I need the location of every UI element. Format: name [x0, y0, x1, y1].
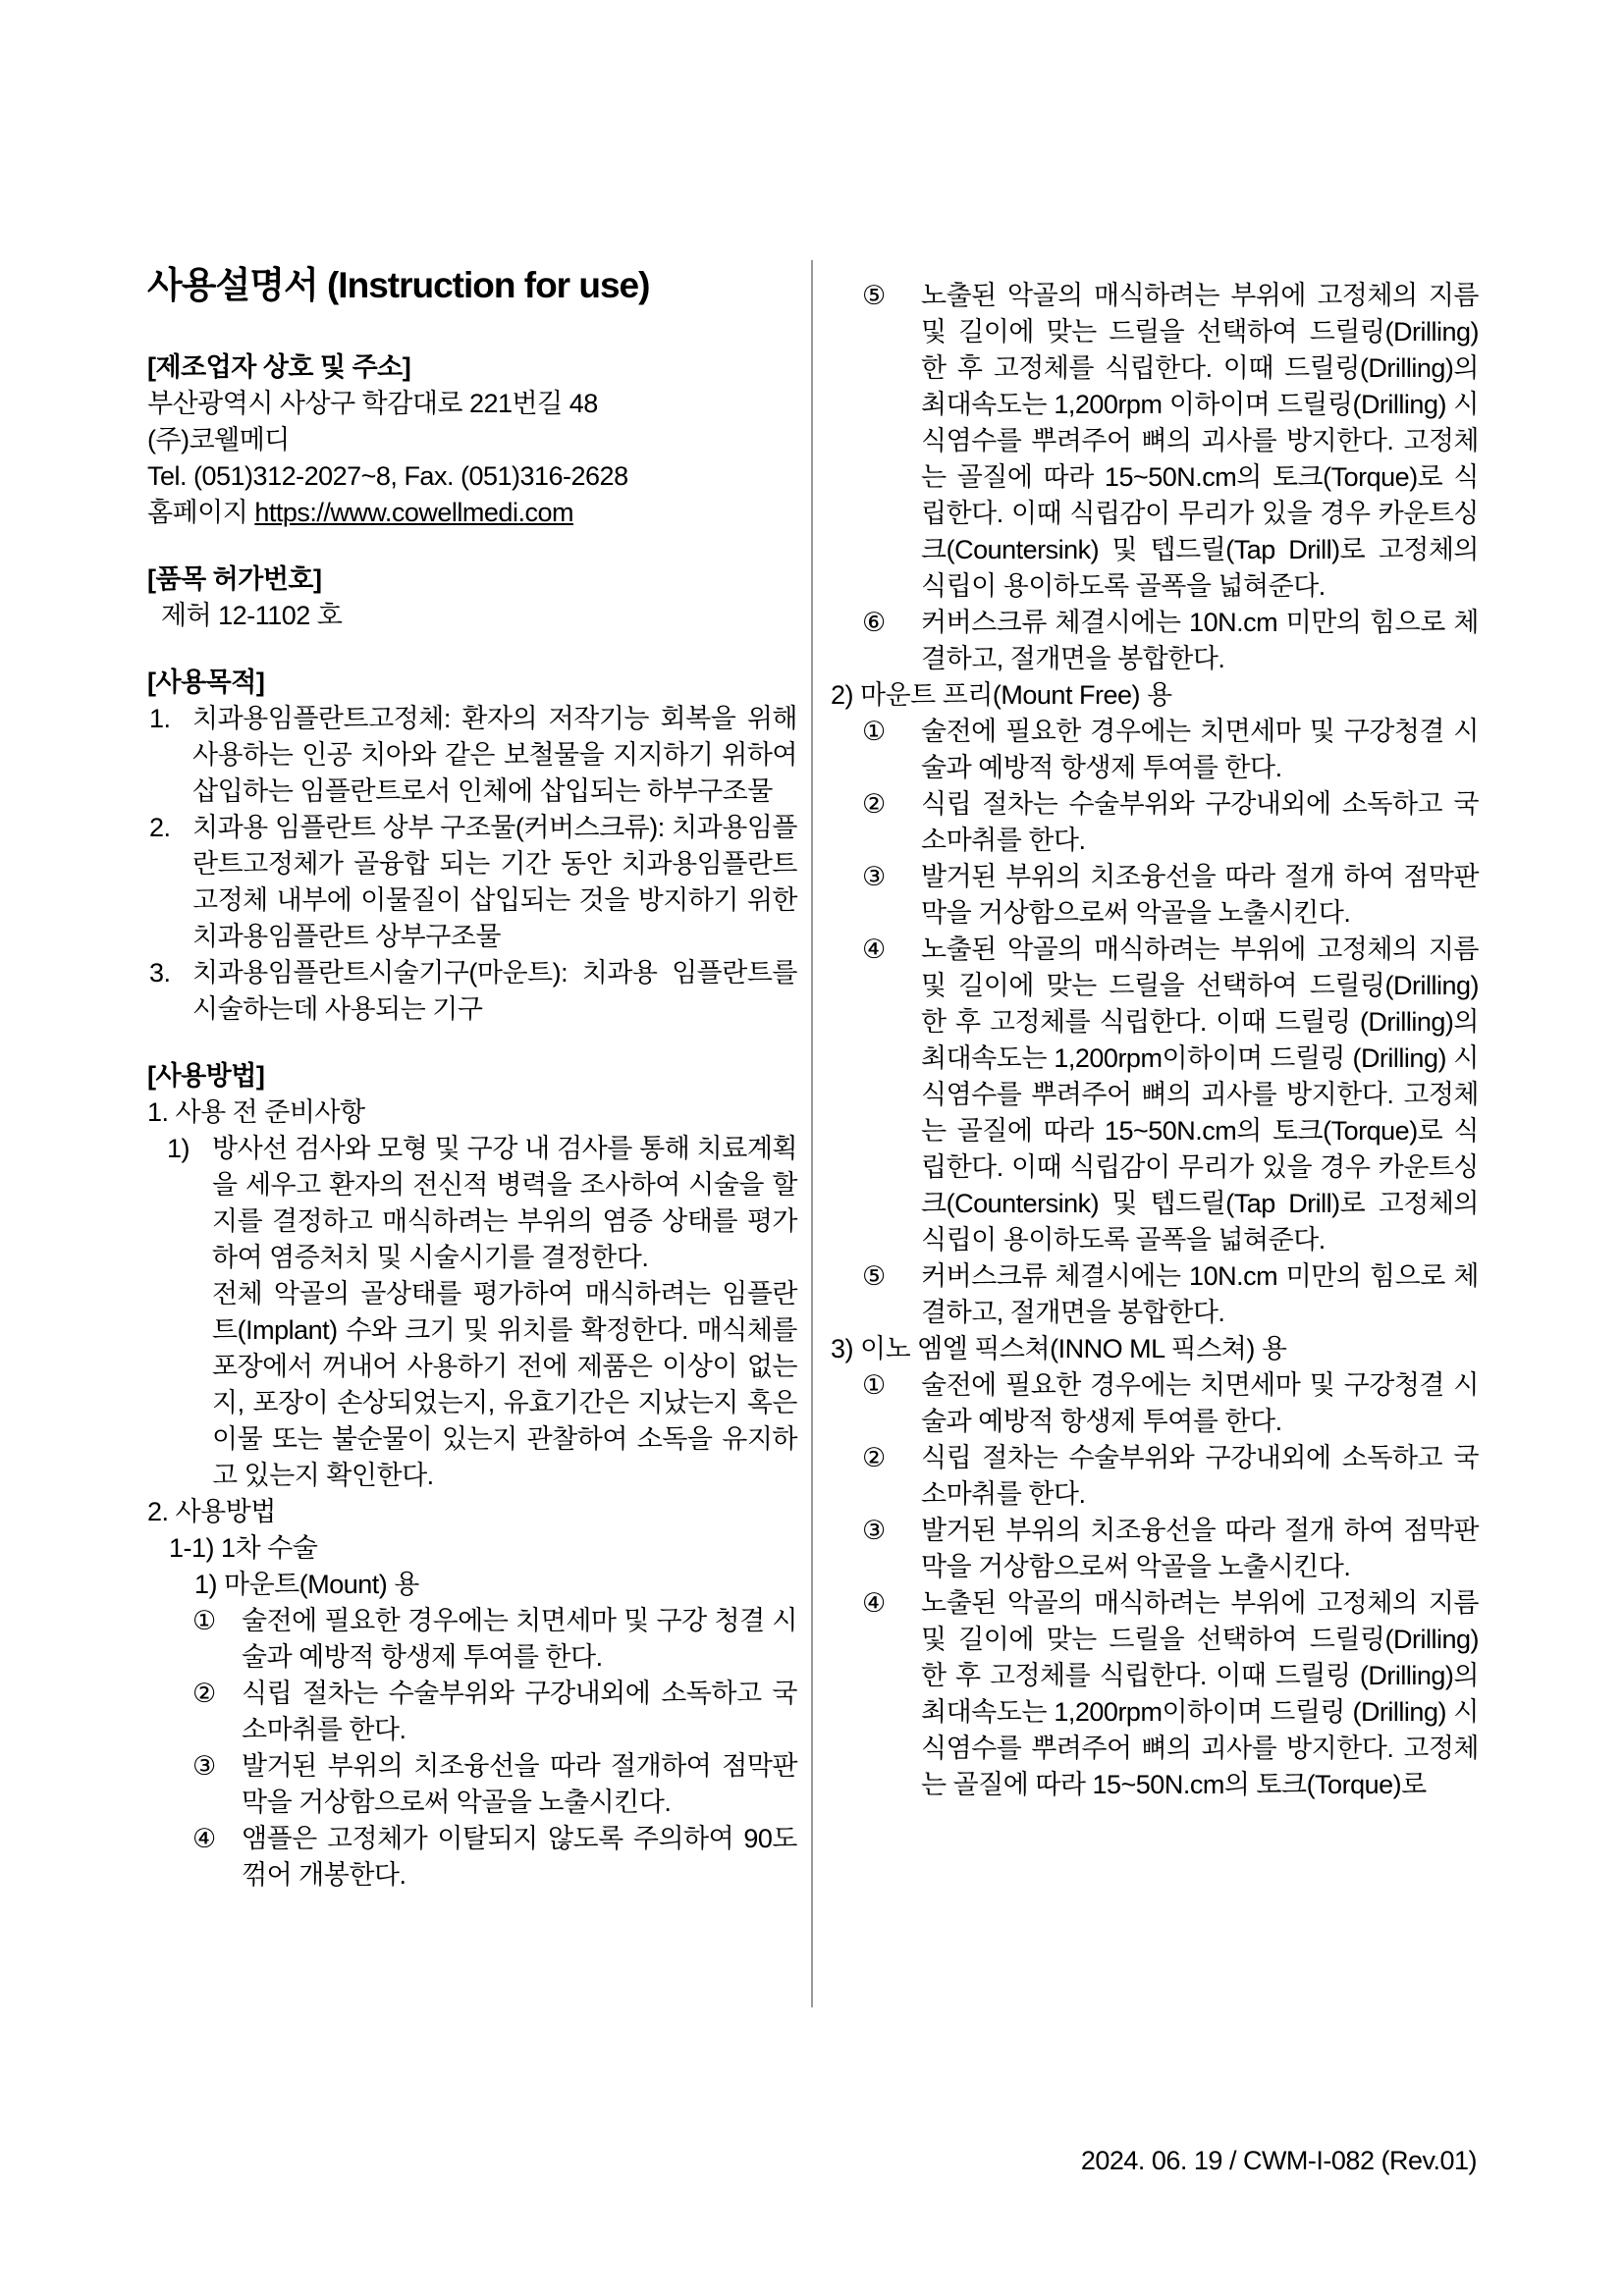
mount-free-step [831, 932, 1479, 1258]
circled-number-marker: ① [862, 1370, 886, 1400]
step-text: 노출된 악골의 매식하려는 부위에 고정체의 지름 및 길이에 맞는 드릴을 선택하여 드릴링(Drilling) 한 후 고정체를 식립한다. 이때 드릴링 (Drilling)의 최대속도는 1,200rpm이하이며 드릴링 (Drilling) 시 식염수를 뿌려주어 뼈의 괴사를 방지한다. 고정체는 골질에 따라 15~50N.cm의 토크(Torque)로 식립한다. 이때 식립감이 무리가 있을 경우 카운트싱크(Countersink) 및 텝드릴(Tap Drill)로 고정체의 식립이 용이하도록 골폭을 넓혀준다. [921, 934, 1479, 1255]
circled-number-marker: ④ [192, 1824, 216, 1853]
mount-free-step [831, 859, 1479, 932]
step-text: 노출된 악골의 매식하려는 부위에 고정체의 지름 및 길이에 맞는 드릴을 선택하여 드릴링(Drilling) 한 후 고정체를 식립한다. 이때 드릴링(Drilling)의 최대속도는 1,200rpm 이하이며 드릴링(Drilling) 시 식염수를 뿌려주어 뼈의 괴사를 방지한다. 고정체는 골질에 따라 15~50N.cm의 토크(Torque)로 식립한다. 이때 식립감이 무리가 있을 경우 카운트싱크(Countersink) 및 텝드릴(Tap Drill)로 고정체의 식립이 용이하도록 골폭을 넓혀준다. [921, 281, 1479, 601]
step-text: 식립 절차는 수술부위와 구강내외에 소독하고 국소마취를 한다. [921, 1443, 1479, 1509]
step-text: 술전에 필요한 경우에는 치면세마 및 구강 청결 시술과 예방적 항생제 투여를 한다. [242, 1606, 797, 1672]
step-text: 커버스크류 체결시에는 10N.cm 미만의 힘으로 체결하고, 절개면을 봉합한다. [921, 1261, 1479, 1327]
list-text: 방사선 검사와 모형 및 구강 내 검사를 통해 치료계획을 세우고 환자의 전신적 병력을 조사하여 시술을 할지를 결정하고 매식하려는 부위의 염증 상태를 평가하여 염증처치 및 시술시기를 결정한다. [212, 1134, 797, 1272]
homepage-link[interactable]: https://www.cowellmedi.com [254, 498, 573, 527]
mount-step-cont [831, 605, 1479, 677]
list-marker: 3. [149, 958, 171, 988]
usage-prep-item [147, 1131, 797, 1276]
circled-number-marker: ④ [862, 1588, 886, 1618]
right-column [831, 278, 1479, 1803]
list-text: 치과용임플란트시술기구(마운트): 치과용 임플란트를 시술하는데 사용되는 기구 [192, 958, 797, 1024]
list-marker: 2. [149, 813, 171, 842]
manufacturer-homepage [147, 495, 797, 531]
mount-step [147, 1748, 797, 1821]
manufacturer-telfax: Tel. (051)312-2027~8, Fax. (051)316-2628 [147, 461, 628, 491]
mount-free-step [831, 786, 1479, 859]
homepage-label: 홈페이지 [147, 498, 248, 527]
step-text: 발거된 부위의 치조융선을 따라 절개 하여 점막판막을 거상함으로써 악골을 노출시킨다. [921, 1516, 1479, 1581]
usage-method-title: 2. 사용방법 [147, 1497, 276, 1526]
usage-prep-continuation: 전체 악골의 골상태를 평가하여 매식하려는 임플란트(Implant) 수와 크기 및 위치를 확정한다. 매식체를 포장에서 꺼내어 사용하기 전에 제품은 이상이 없는지, 포장이 손상되었는지, 유효기간은 지났는지 혹은 이물 또는 불순물이 있는지 관찰하여 소독을 유지하고 있는지 확인한다. [212, 1279, 797, 1490]
mount-free-step [831, 1258, 1479, 1331]
step-text: 술전에 필요한 경우에는 치면세마 및 구강청결 시술과 예방적 항생제 투여를 한다. [921, 1370, 1479, 1436]
mount-step-cont [831, 278, 1479, 605]
step-text: 발거된 부위의 치조융선을 따라 절개 하여 점막판막을 거상함으로써 악골을 노출시킨다. [921, 862, 1479, 928]
license-heading: [품목 허가번호] [147, 564, 322, 594]
document-footer: 2024. 06. 19 / CWM-I-082 (Rev.01) [1080, 2146, 1477, 2175]
mount-step [147, 1603, 797, 1676]
purpose-heading: [사용목적] [147, 667, 265, 697]
step-text: 노출된 악골의 매식하려는 부위에 고정체의 지름 및 길이에 맞는 드릴을 선택하여 드릴링(Drilling) 한 후 고정체를 식립한다. 이때 드릴링 (Drilling)의 최대속도는 1,200rpm이하이며 드릴링 (Drilling) 시 식염수를 뿌려주어 뼈의 괴사를 방지한다. 고정체는 골질에 따라 15~50N.cm의 토크(Torque)로 [921, 1588, 1479, 1799]
page-title: 사용설명서 (Instruction for use) [147, 265, 650, 305]
circled-number-marker: ⑤ [862, 1261, 886, 1291]
inno-step [831, 1513, 1479, 1585]
step-text: 식립 절차는 수술부위와 구강내외에 소독하고 국소마취를 한다. [242, 1679, 797, 1744]
left-column [147, 263, 797, 1894]
usage-heading: [사용방법] [147, 1061, 265, 1091]
column-divider [811, 260, 813, 2007]
mount-step [147, 1821, 797, 1894]
circled-number-marker: ② [862, 1443, 886, 1472]
circled-number-marker: ① [862, 717, 886, 746]
step-text: 앰플은 고정체가 이탈되지 않도록 주의하여 90도 꺾어 개봉한다. [242, 1824, 797, 1890]
circled-number-marker: ⑥ [862, 608, 886, 637]
license-number: 제허 12-1102 호 [161, 601, 343, 630]
circled-number-marker: ④ [862, 934, 886, 964]
circled-number-marker: ② [192, 1679, 216, 1708]
list-marker: 1. [149, 704, 171, 733]
step-text: 커버스크류 체결시에는 10N.cm 미만의 힘으로 체결하고, 절개면을 봉합한다. [921, 608, 1479, 673]
circled-number-marker: ③ [192, 1751, 216, 1781]
circled-number-marker: ② [862, 789, 886, 819]
usage-surgery1-title: 1-1) 1차 수술 [169, 1533, 318, 1563]
step-text: 발거된 부위의 치조융선을 따라 절개하여 점막판막을 거상함으로써 악골을 노출시킨다. [242, 1751, 797, 1817]
purpose-item [147, 955, 797, 1028]
inno-step [831, 1585, 1479, 1803]
manufacturer-address: 부산광역시 사상구 학감대로 221번길 48 [147, 389, 598, 418]
list-text: 치과용 임플란트 상부 구조물(커버스크류): 치과용임플란트고정체가 골융합 되는 기간 동안 치과용임플란트고정체 내부에 이물질이 삽입되는 것을 방지하기 위한 치과용임플란트 상부구조물 [192, 813, 797, 951]
circled-number-marker: ③ [862, 862, 886, 891]
list-text: 치과용임플란트고정체: 환자의 저작기능 회복을 위해 사용하는 인공 치아와 같은 보철물을 지지하기 위하여 삽입하는 임플란트로서 인체에 삽입되는 하부구조물 [192, 704, 797, 806]
step-text: 술전에 필요한 경우에는 치면세마 및 구강청결 시술과 예방적 항생제 투여를 한다. [921, 717, 1479, 782]
inno-title: 3) 이노 엠엘 픽스쳐(INNO ML 픽스쳐) 용 [831, 1334, 1287, 1363]
manufacturer-heading: [제조업자 상호 및 주소] [147, 352, 411, 382]
mount-free-step [831, 714, 1479, 786]
purpose-item [147, 701, 797, 810]
manufacturer-company: (주)코웰메디 [147, 425, 290, 454]
step-text: 식립 절차는 수술부위와 구강내외에 소독하고 국소마취를 한다. [921, 789, 1479, 855]
mount-free-title: 2) 마운트 프리(Mount Free) 용 [831, 680, 1172, 710]
usage-mount-title: 1) 마운트(Mount) 용 [194, 1570, 419, 1599]
usage-prep-title: 1. 사용 전 준비사항 [147, 1097, 365, 1127]
circled-number-marker: ③ [862, 1516, 886, 1545]
inno-step [831, 1367, 1479, 1440]
purpose-item [147, 810, 797, 955]
list-marker: 1) [167, 1134, 190, 1163]
inno-step [831, 1440, 1479, 1513]
mount-step [147, 1676, 797, 1748]
circled-number-marker: ① [192, 1606, 216, 1635]
circled-number-marker: ⑤ [862, 281, 886, 310]
